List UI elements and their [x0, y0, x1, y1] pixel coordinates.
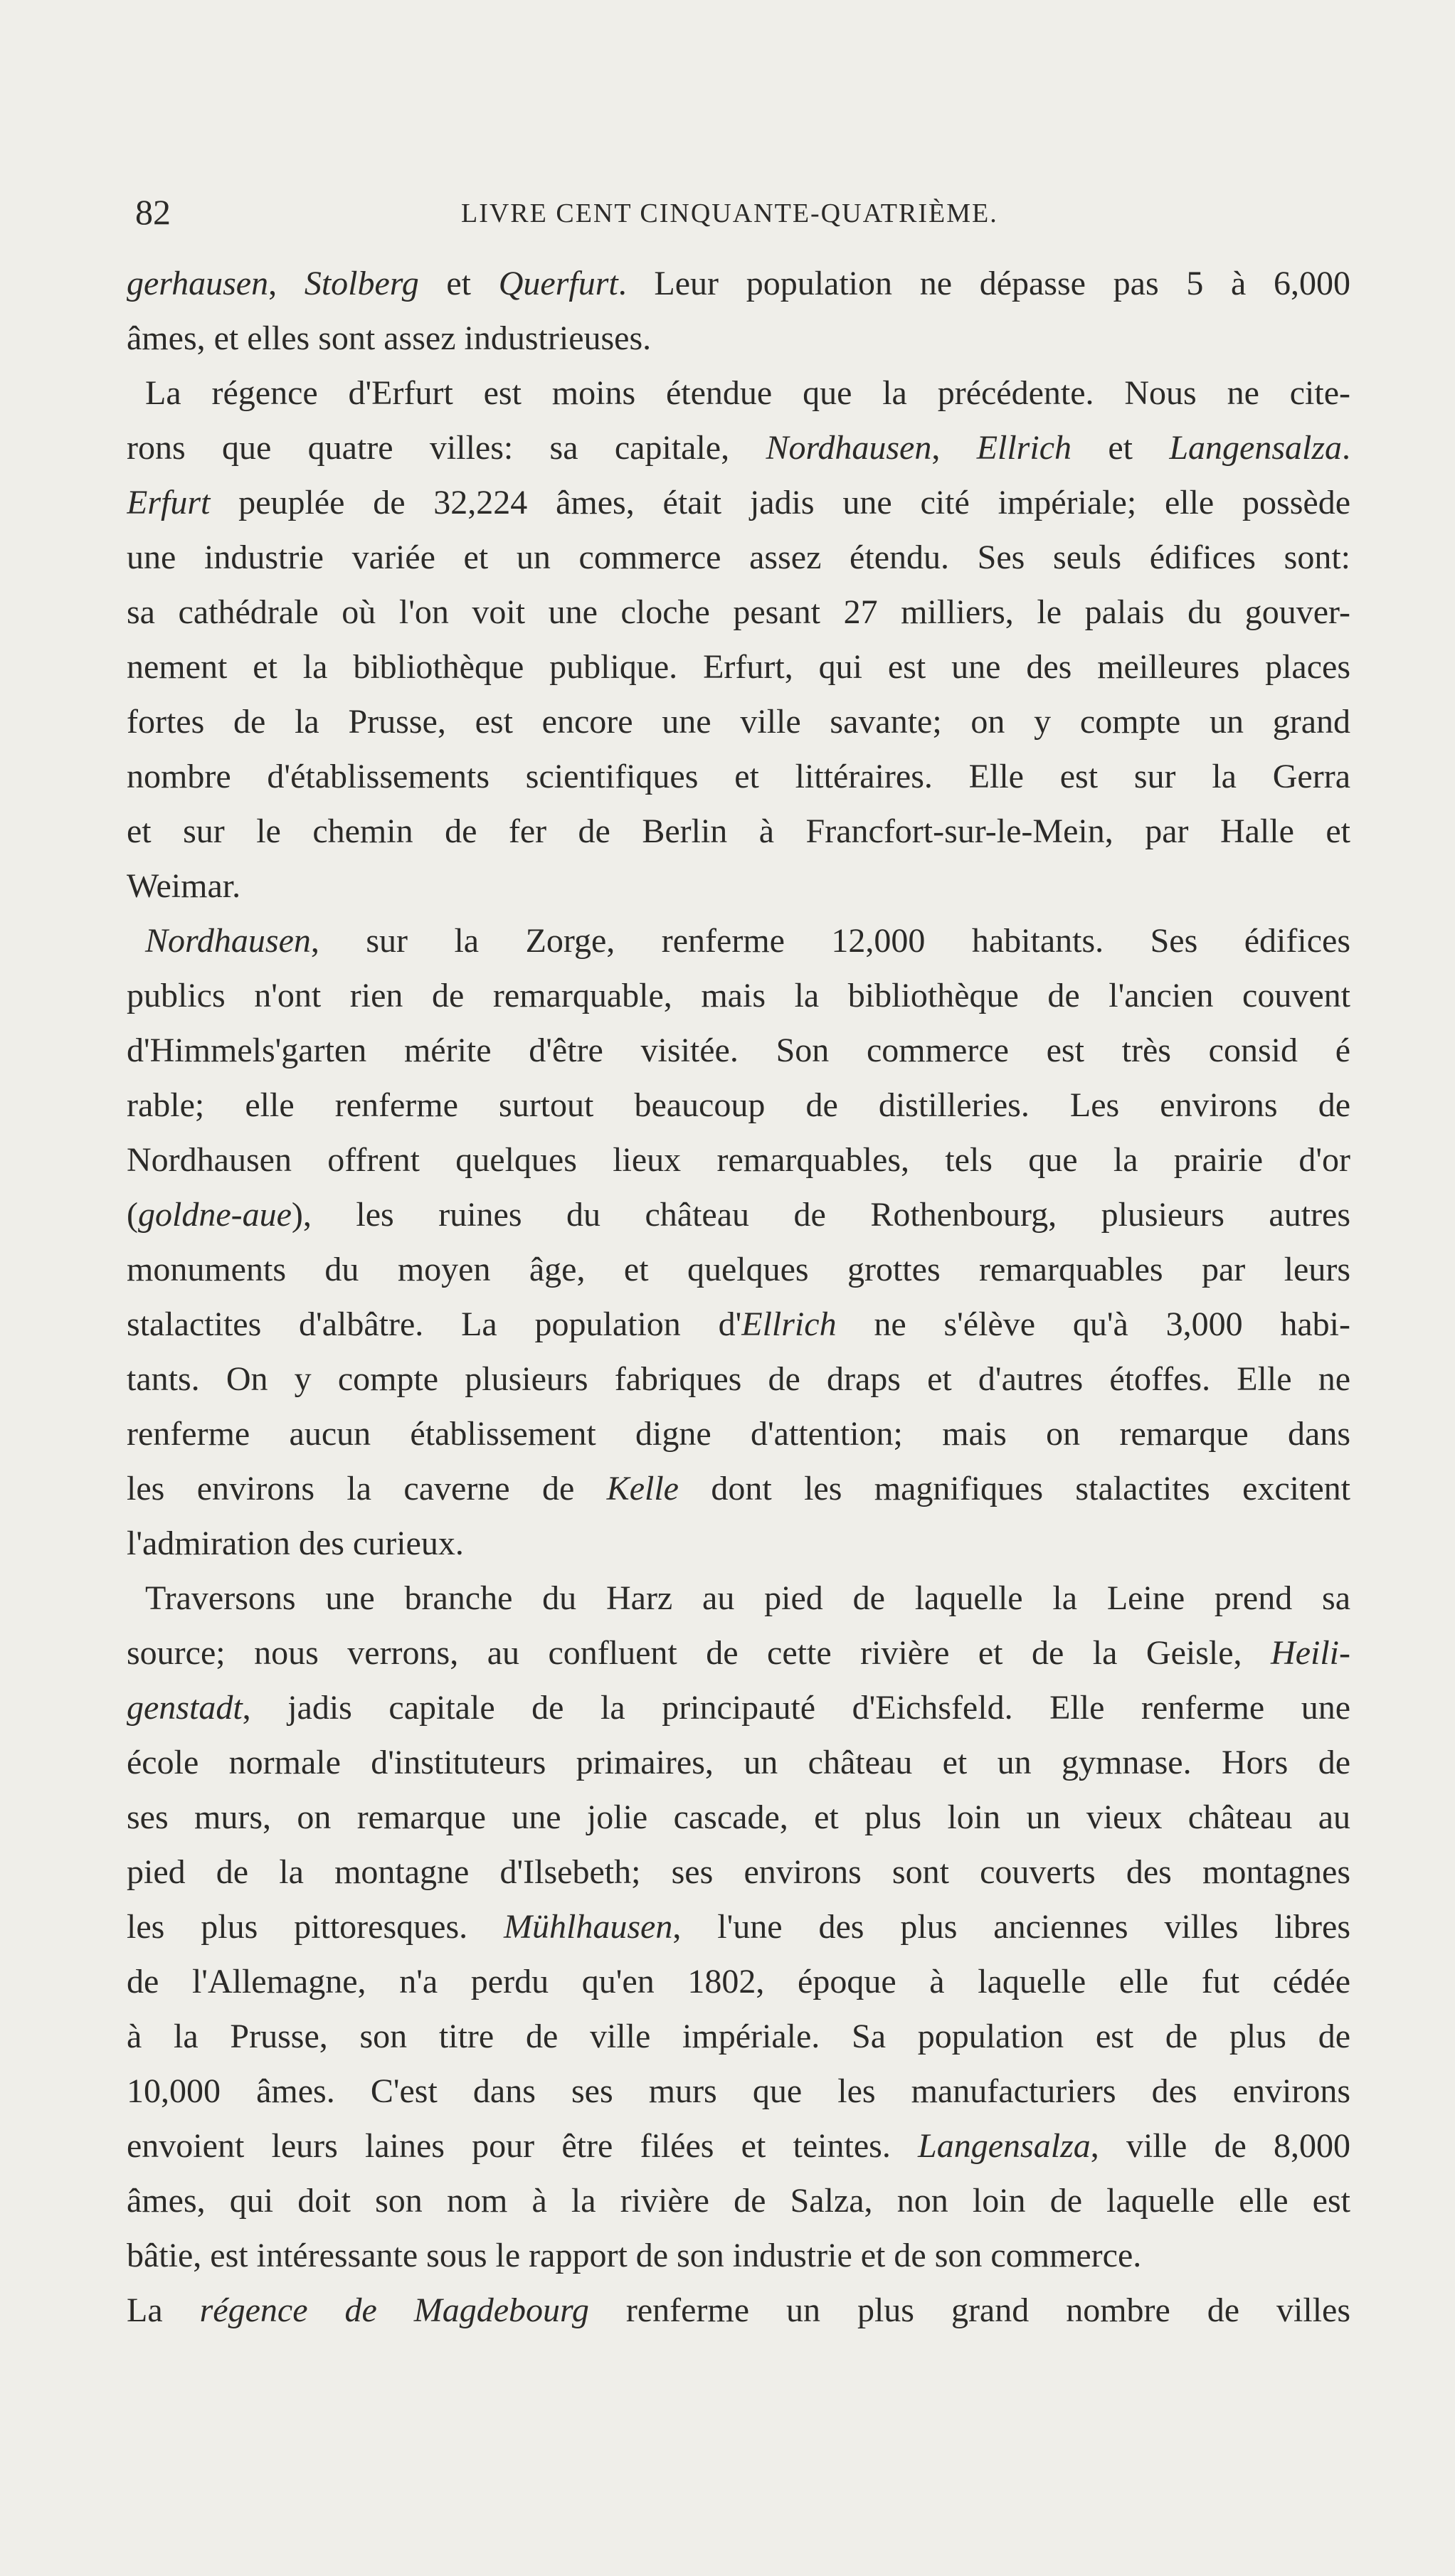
text-line — [127, 1352, 1350, 1406]
text-line — [127, 1899, 1350, 1954]
text-run: . — [1342, 429, 1350, 467]
text-line — [127, 640, 1350, 694]
running-head: LIVRE CENT CINQUANTE-QUATRIÈME. — [461, 198, 998, 228]
italic-text: Heili- — [1271, 1634, 1350, 1672]
text-line — [127, 1680, 1350, 1735]
text-run: pied de la montagne d'Ilsebeth; ses environs sont couverts des montagnes — [127, 1853, 1350, 1891]
text-run: bâtie, est intéressante sous le rapport de son industrie et de son commerce. — [127, 2237, 1142, 2274]
text-line — [127, 256, 1350, 311]
italic-text: goldne-aue — [137, 1196, 292, 1234]
text-run: source; nous verrons, au confluent de cette rivière et de la Geisle, — [127, 1634, 1271, 1672]
text-run: et — [1072, 429, 1170, 467]
text-run: et sur le chemin de fer de Berlin à Francfort-sur-le-Mein, par Halle et — [127, 812, 1350, 850]
text-run: ), les ruines du château de Rothenbourg, plusieurs autres — [291, 1196, 1350, 1234]
text-run: Nordhausen offrent quelques lieux remarquables, tels que la prairie d'or — [127, 1141, 1350, 1179]
text-run: fortes de la Prusse, est encore une ville savante; on y compte un grand — [127, 703, 1350, 741]
text-line — [127, 1297, 1350, 1352]
text-run: ses murs, on remarque une jolie cascade, et plus loin un vieux château au — [127, 1798, 1350, 1836]
text-line — [127, 1187, 1350, 1242]
body-text — [127, 256, 1350, 2338]
text-line — [127, 1845, 1350, 1899]
text-run: renferme aucun établissement digne d'attention; mais on remarque dans — [127, 1415, 1350, 1453]
text-line — [127, 2228, 1350, 2283]
text-line — [127, 968, 1350, 1023]
text-line — [127, 1461, 1350, 1516]
text-run: dont les magnifiques stalactites excitent — [678, 1470, 1350, 1507]
text-run: les environs la caverne de — [127, 1470, 607, 1507]
text-line — [127, 859, 1350, 913]
text-run: d'Himmels'garten mérite d'être visitée. Son commerce est très consid é — [127, 1032, 1350, 1069]
text-line — [127, 694, 1350, 749]
text-line — [127, 475, 1350, 530]
italic-text: Langensalza — [918, 2127, 1091, 2165]
text-run: à la Prusse, son titre de ville impériale. Sa population est de plus de — [127, 2018, 1350, 2055]
text-line — [127, 1954, 1350, 2009]
text-line — [127, 1023, 1350, 1078]
text-run: rable; elle renferme surtout beaucoup de distilleries. Les environs de — [127, 1086, 1350, 1124]
text-run: ( — [127, 1196, 138, 1234]
text-run: nombre d'établissements scientifiques et littéraires. Elle est sur la Gerra — [127, 758, 1350, 795]
text-run: rons que quatre villes: sa capitale, — [127, 429, 766, 467]
text-line — [127, 1516, 1350, 1571]
text-run: ne s'élève qu'à 3,000 habi- — [836, 1305, 1350, 1343]
italic-text: Kelle — [606, 1470, 679, 1507]
text-line — [127, 311, 1350, 366]
text-run: l'admiration des curieux. — [127, 1525, 464, 1562]
text-run: 10,000 âmes. C'est dans ses murs que les manufacturiers des environs — [127, 2072, 1350, 2110]
text-run: monuments du moyen âge, et quelques grottes remarquables par leurs — [127, 1251, 1350, 1288]
text-line — [127, 1133, 1350, 1187]
text-run: , — [268, 265, 305, 302]
text-line — [127, 2173, 1350, 2228]
text-run: âmes, et elles sont assez industrieuses. — [127, 319, 652, 357]
page-header — [127, 191, 1350, 233]
text-line — [127, 749, 1350, 804]
italic-text: régence de Magdebourg — [199, 2291, 589, 2329]
text-line — [127, 2064, 1350, 2119]
text-run: La — [127, 2291, 200, 2329]
text-run: envoient leurs laines pour être filées et teintes. — [127, 2127, 919, 2165]
italic-text: Langensalza — [1169, 429, 1343, 467]
text-line — [127, 1790, 1350, 1845]
text-run: , ville de 8,000 — [1090, 2127, 1350, 2165]
text-run: . Leur population ne dépasse pas 5 à 6,000 — [618, 265, 1350, 302]
text-line — [127, 804, 1350, 859]
text-run: nement et la bibliothèque publique. Erfurt, qui est une des meilleures places — [127, 648, 1350, 686]
italic-text: Nordhausen — [145, 922, 311, 960]
italic-text: Erfurt — [127, 484, 211, 521]
text-line — [127, 2009, 1350, 2064]
italic-text: genstadt — [127, 1689, 243, 1727]
italic-text: gerhausen — [127, 265, 269, 302]
italic-text: Ellrich — [741, 1305, 837, 1343]
text-line — [127, 1406, 1350, 1461]
text-run: renferme un plus grand nombre de villes — [588, 2291, 1350, 2329]
text-run: Weimar. — [127, 867, 241, 905]
text-run: , jadis capitale de la principauté d'Eichsfeld. Elle renferme une — [242, 1689, 1350, 1727]
text-run: stalactites d'albâtre. La population d' — [127, 1305, 742, 1343]
text-run: , — [931, 429, 977, 467]
text-run: sa cathédrale où l'on voit une cloche pesant 27 milliers, le palais du gouver- — [127, 593, 1350, 631]
italic-text: Stolberg — [304, 265, 419, 302]
text-line — [127, 366, 1350, 420]
text-run: de l'Allemagne, n'a perdu qu'en 1802, époque à laquelle elle fut cédée — [127, 1963, 1350, 2000]
text-line — [127, 420, 1350, 475]
text-line — [127, 1242, 1350, 1297]
text-run: , sur la Zorge, renferme 12,000 habitants. Ses édifices — [310, 922, 1350, 960]
italic-text: Nordhausen — [766, 429, 932, 467]
text-run: La régence d'Erfurt est moins étendue que la précédente. Nous ne cite- — [145, 374, 1350, 412]
text-run: peuplée de 32,224 âmes, était jadis une cité impériale; elle possède — [210, 484, 1350, 521]
text-run: tants. On y compte plusieurs fabriques de draps et d'autres étoffes. Elle ne — [127, 1360, 1350, 1398]
text-line — [127, 585, 1350, 640]
text-run: école normale d'instituteurs primaires, un château et un gymnase. Hors de — [127, 1744, 1350, 1781]
italic-text: Mühlhausen — [504, 1908, 673, 1946]
text-run: , l'une des plus anciennes villes libres — [672, 1908, 1350, 1946]
italic-text: Querfurt — [498, 265, 618, 302]
italic-text: Ellrich — [976, 429, 1072, 467]
text-line — [127, 530, 1350, 585]
page-number: 82 — [135, 192, 171, 232]
text-line — [127, 2119, 1350, 2173]
text-line — [127, 2283, 1350, 2338]
text-run: publics n'ont rien de remarquable, mais la bibliothèque de l'ancien couvent — [127, 977, 1350, 1014]
text-run: les plus pittoresques. — [127, 1908, 504, 1946]
text-line — [127, 1078, 1350, 1133]
text-run: âmes, qui doit son nom à la rivière de Salza, non loin de laquelle elle est — [127, 2182, 1350, 2220]
text-run: une industrie variée et un commerce assez étendu. Ses seuls édifices sont: — [127, 539, 1350, 576]
text-line — [127, 1735, 1350, 1790]
text-line — [127, 1626, 1350, 1680]
text-run: Traversons une branche du Harz au pied de laquelle la Leine prend sa — [145, 1579, 1350, 1617]
text-run: et — [418, 265, 499, 302]
text-line — [127, 1571, 1350, 1626]
text-line — [127, 913, 1350, 968]
